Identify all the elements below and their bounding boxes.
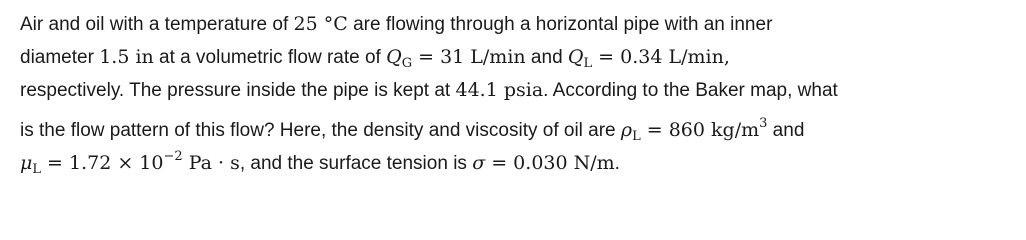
problem-line-4 [20, 107, 1010, 144]
viscosity-exponent: −2 [163, 149, 183, 164]
gas-flow-subscript: G [401, 56, 413, 71]
problem-line-3 [20, 74, 1010, 107]
text-segment: diameter [20, 47, 100, 68]
problem-line-2 [20, 41, 1010, 74]
gas-flow-value: = 31 L/min [412, 46, 526, 68]
text-segment: , and the surface tension is [239, 153, 473, 174]
density-exponent: 3 [759, 116, 768, 131]
text-segment: is the flow pattern of this flow? Here, the density and viscosity of oil are [20, 120, 621, 141]
temperature-value: 25 °C [293, 13, 348, 35]
text-segment: Air and oil with a temperature of [20, 14, 294, 35]
problem-statement [20, 8, 1010, 177]
viscosity-subscript: L [32, 162, 41, 177]
pressure-value: 44.1 psia [455, 79, 544, 101]
text-segment: are flowing through a horizontal pipe with an inner [347, 14, 773, 35]
text-segment: . According to the Baker map, what [543, 80, 838, 101]
liquid-flow-subscript: L [583, 56, 593, 71]
liquid-flow-value: = 0.34 L/min, [592, 46, 730, 68]
viscosity-symbol: μ [20, 152, 33, 174]
density-symbol: ρ [620, 119, 633, 141]
density-subscript: L [632, 129, 641, 144]
surface-tension-symbol: σ [472, 152, 486, 174]
text-segment: at a volumetric flow rate of [153, 47, 387, 68]
problem-line-5 [20, 140, 1010, 177]
text-segment: respectively. The pressure inside the pipe is kept at [20, 80, 456, 101]
density-value: = 860 kg/m [640, 119, 760, 141]
diameter-value: 1.5 in [99, 46, 154, 68]
surface-tension-value: = 0.030 N/m [485, 152, 615, 174]
text-segment: and [767, 120, 805, 141]
gas-flow-symbol: Q [386, 46, 402, 68]
viscosity-unit: Pa · s [182, 152, 240, 174]
viscosity-value: = 1.72 × 10 [41, 152, 164, 174]
liquid-flow-symbol: Q [567, 46, 584, 68]
text-segment: . [614, 153, 620, 174]
text-segment: and [525, 47, 568, 68]
problem-line-1 [20, 8, 1010, 41]
